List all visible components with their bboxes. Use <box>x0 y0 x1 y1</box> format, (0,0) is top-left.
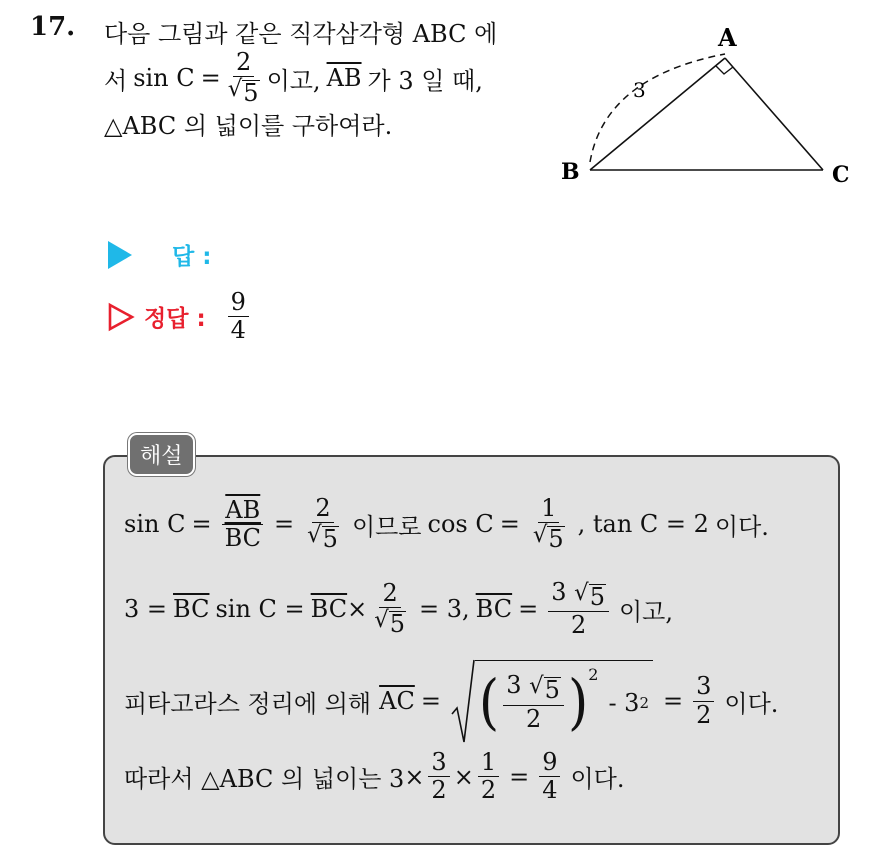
segment-bc: $\overline{BC}$ <box>310 595 348 624</box>
equals: = <box>518 595 539 624</box>
outline-play-icon <box>108 303 134 331</box>
sqrt-icon: √ <box>574 580 589 606</box>
frac-num <box>503 673 564 705</box>
fraction-2-over-root5 <box>225 50 263 106</box>
three-equals: 3 = <box>124 595 168 624</box>
correct-answer-fraction <box>228 290 249 343</box>
equals: = <box>420 687 441 715</box>
side-ac <box>725 58 823 170</box>
label-c: C <box>832 162 850 188</box>
fraction-ab-over-bc <box>222 495 264 552</box>
text-ida: 이다. <box>714 512 769 541</box>
sqrt-icon: √ <box>307 522 322 549</box>
label-side-length: 3 <box>633 78 646 102</box>
text-ida: 이다. <box>724 689 779 718</box>
radicand: 5 <box>243 79 259 108</box>
equals: = <box>499 510 520 539</box>
fraction-1-over-root5 <box>530 496 568 552</box>
text-pythagoras: 피타고라스 정리에 의해 <box>124 689 372 718</box>
explanation-tag: 해설 <box>128 433 195 476</box>
text-ida: 이다. <box>570 765 625 794</box>
equals: = <box>663 687 684 715</box>
exponent: 2 <box>639 693 649 712</box>
problem-line-2-suffix: 가 3 일 때, <box>367 66 483 95</box>
sqrt-icon: √ <box>374 607 389 634</box>
text-area-intro: 따라서 △ABC 의 넓이는 3 <box>124 765 405 794</box>
segment-bc: $\overline{BC}$ <box>475 595 513 624</box>
side-length-arc <box>590 54 725 162</box>
frac-num <box>548 580 609 612</box>
frac-num: 9 <box>228 290 249 317</box>
cos-c: cos C <box>427 510 494 539</box>
left-paren: ( <box>478 668 500 737</box>
frac-den <box>530 523 568 552</box>
fraction-3root5-over-2 <box>503 673 564 731</box>
fraction-3-over-2 <box>428 750 449 803</box>
frac-num: $\overline{AB}$ <box>222 498 263 525</box>
radicand: 5 <box>548 525 564 554</box>
coef: 3 <box>506 671 522 700</box>
frac-num: 9 <box>539 750 560 777</box>
sqrt-icon: √ <box>529 673 544 700</box>
fraction-3-over-2 <box>693 674 714 727</box>
times: × <box>347 595 368 624</box>
frac-den: 2 <box>431 776 447 805</box>
frac-den <box>225 77 263 106</box>
times: × <box>453 762 474 791</box>
frac-num: 1 <box>478 750 499 777</box>
fraction-2-over-root5 <box>304 496 342 552</box>
frac-den: 2 <box>696 700 712 729</box>
frac-num: 2 <box>312 496 333 523</box>
radicand: 5 <box>322 525 338 554</box>
coef: 3 <box>551 578 567 606</box>
frac-den: 4 <box>542 776 558 805</box>
frac-den: 2 <box>570 611 587 640</box>
triangle-figure <box>561 22 865 192</box>
segment-bc: $\overline{BC}$ <box>173 595 210 624</box>
equals: = <box>274 510 295 539</box>
frac-den: 2 <box>480 776 497 805</box>
exponent: 2 <box>588 665 599 684</box>
minus-three: - 3 <box>608 688 640 717</box>
frac-den <box>304 523 342 552</box>
radicand: 5 <box>544 676 560 705</box>
frac-num: 3 <box>428 750 449 777</box>
correct-answer-label: 정답 : <box>144 306 206 333</box>
fraction-3root5-over-2 <box>548 580 609 638</box>
fraction-9-over-4 <box>539 750 560 803</box>
correct-answer-row <box>108 290 253 343</box>
label-b: B <box>561 159 580 185</box>
explanation-line-3 <box>124 658 784 744</box>
problem-line-2-prefix: 서 <box>104 66 128 95</box>
frac-num: 1 <box>538 496 559 523</box>
segment-ac: $\overline{AC}$ <box>379 687 415 715</box>
problem-number: 17. <box>30 12 76 42</box>
frac-den: BC <box>224 523 262 552</box>
sin-c-equals: sin C = <box>215 595 305 624</box>
radicand: 5 <box>389 610 406 639</box>
frac-den: 4 <box>230 316 246 345</box>
sqrt-body <box>475 660 653 744</box>
play-icon <box>108 241 132 269</box>
problem-line-2 <box>104 50 483 106</box>
equals: = <box>200 64 221 93</box>
answer-row <box>108 238 211 271</box>
fraction-1-over-2 <box>478 750 499 803</box>
answer-label: 답 : <box>172 244 212 270</box>
label-a: A <box>718 23 737 52</box>
explanation-line-2 <box>124 580 679 638</box>
tan-c: , tan C = 2 <box>577 510 709 539</box>
frac-num: 3 <box>693 674 714 701</box>
radicand: 5 <box>589 583 605 611</box>
fraction-2-over-root5 <box>371 581 409 637</box>
big-sqrt <box>451 658 653 744</box>
frac-den <box>371 608 409 637</box>
times: × <box>404 762 425 791</box>
sin-c: sin C <box>133 64 195 93</box>
sqrt-icon <box>451 658 475 744</box>
problem-line-3: △ABC 의 넓이를 구하여라. <box>104 112 393 140</box>
sqrt-icon: √ <box>532 522 548 549</box>
text-igo: 이고, <box>618 597 673 626</box>
explanation-line-1 <box>124 496 769 552</box>
right-paren: ) <box>567 668 589 737</box>
sin-c: sin C <box>124 510 186 539</box>
segment-ab: $\overline{AB}$ <box>326 64 362 93</box>
equals: = <box>509 762 530 791</box>
text-imeuro: 이므로 <box>351 512 422 541</box>
explanation-line-4 <box>124 750 630 803</box>
equals-3: = 3, <box>419 595 470 624</box>
frac-num: 2 <box>233 50 254 77</box>
sqrt-icon: √ <box>227 76 243 103</box>
frac-den: 2 <box>525 704 542 733</box>
equals: = <box>191 510 212 539</box>
right-angle-mark <box>716 66 733 74</box>
frac-num: 2 <box>379 581 400 608</box>
problem-line-1: 다음 그림과 같은 직각삼각형 ABC 에 <box>104 20 498 48</box>
problem-line-2-mid: 이고, <box>266 66 321 95</box>
